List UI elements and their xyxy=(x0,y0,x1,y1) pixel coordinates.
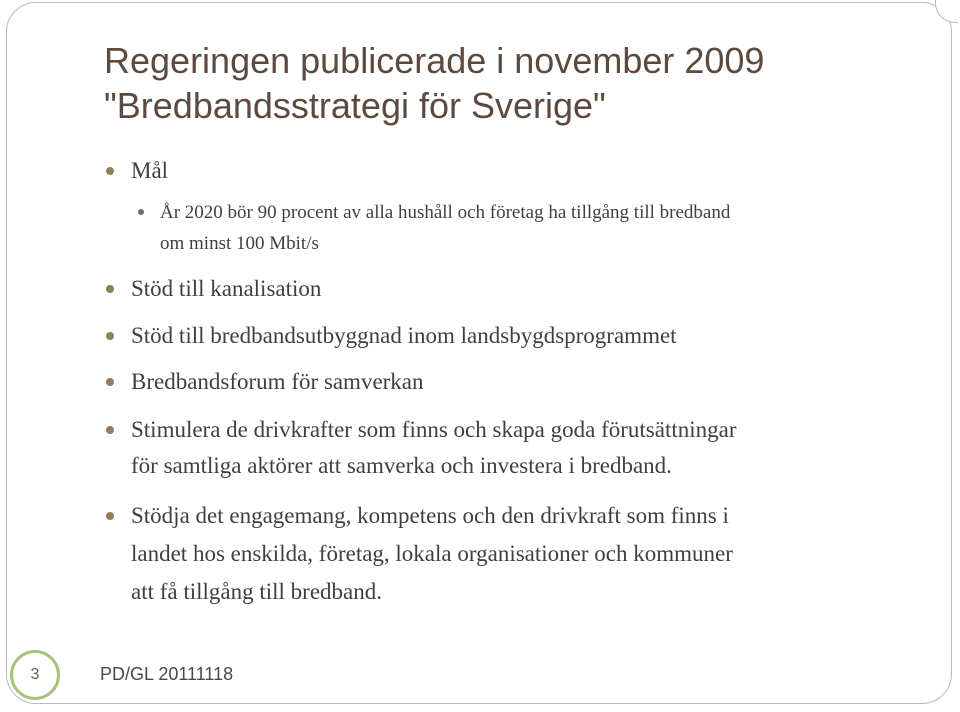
bullet-icon xyxy=(106,167,114,175)
sub-bullet-line-1: År 2020 bör 90 procent av alla hushåll och företag ha tillgång till bredband xyxy=(160,202,731,223)
bullet-stimulera-line-1: Stimulera de drivkrafter som finns och skapa goda förutsättningar xyxy=(131,417,737,442)
sub-bullet-line-2: om minst 100 Mbit/s xyxy=(160,233,319,254)
bullet-landsbygd: Stöd till bredbandsutbyggnad inom landsbygdsprogrammet xyxy=(131,323,677,348)
title-line-1: Regeringen publicerade i november 2009 xyxy=(104,40,765,81)
footer-label: PD/GL 20111118 xyxy=(100,664,234,684)
bullet-mal: Mål xyxy=(131,158,169,183)
bullet-stimulera-line-2: för samtliga aktörer att samverka och investera i bredband. xyxy=(131,453,672,478)
sub-bullet-icon xyxy=(138,209,144,215)
bullet-stodja-line-3: att få tillgång till bredband. xyxy=(131,579,383,604)
bullet-icon xyxy=(106,512,114,520)
bullet-icon xyxy=(106,426,114,434)
page-number-badge xyxy=(10,650,60,700)
bullet-forum: Bredbandsforum för samverkan xyxy=(131,369,424,394)
bullet-icon xyxy=(106,285,114,293)
bullet-icon xyxy=(106,378,114,386)
bullet-stodja-line-2: landet hos enskilda, företag, lokala organisationer och kommuner xyxy=(131,541,733,566)
page-number: 3 xyxy=(30,666,40,683)
bullet-kanalisation: Stöd till kanalisation xyxy=(131,276,322,301)
bullet-stodja-line-1: Stödja det engagemang, kompetens och den drivkraft som finns i xyxy=(131,503,729,528)
title-line-2: "Bredbandsstrategi för Sverige" xyxy=(104,85,606,126)
bullet-icon xyxy=(106,332,114,340)
